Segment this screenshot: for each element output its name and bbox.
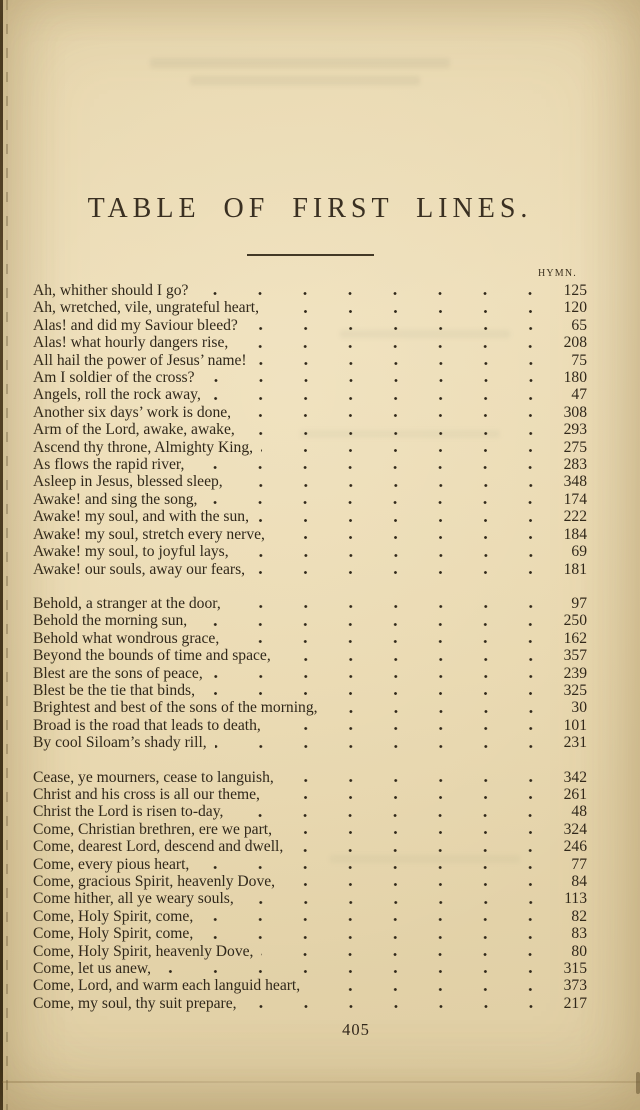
hymn-number: 75	[571, 351, 587, 369]
toc-entry	[33, 299, 587, 316]
binding-edge	[0, 0, 3, 1110]
first-line-text: Blest be the tie that binds,	[33, 681, 195, 699]
hymn-number: 65	[571, 316, 587, 334]
toc-entry	[33, 491, 587, 508]
toc-entry	[33, 786, 587, 803]
toc-entry	[33, 890, 587, 907]
dot-leader	[227, 630, 557, 647]
hymn-number: 246	[563, 838, 587, 856]
dot-leader	[269, 717, 557, 734]
first-line-text: Awake! my soul, and with the sun,	[33, 508, 249, 526]
dot-leader	[236, 334, 557, 351]
dot-leader	[291, 838, 557, 855]
scan-edge-mark	[636, 1072, 640, 1094]
hymn-number: 125	[563, 282, 587, 299]
toc-entry	[33, 352, 587, 369]
first-line-text: Christ the Lord is risen to-day,	[33, 803, 224, 821]
toc-entry	[33, 838, 587, 855]
first-line-text: Come, my soul, thy suit prepare,	[33, 994, 237, 1012]
dot-leader	[242, 890, 557, 907]
toc-entry	[33, 717, 587, 734]
hymn-number: 325	[563, 681, 587, 699]
hymn-number: 324	[563, 820, 587, 838]
first-line-text: Ah, whither should I go?	[33, 282, 189, 299]
dot-leader	[209, 386, 557, 403]
toc-entry	[33, 612, 587, 629]
first-line-text: Cease, ye mourners, cease to languish,	[33, 768, 274, 786]
dot-leader	[231, 803, 557, 820]
first-line-text: Come, Holy Spirit, come,	[33, 907, 194, 925]
first-line-text: Come, Holy Spirit, come,	[33, 925, 194, 943]
dot-leader	[159, 960, 557, 977]
dot-leader	[197, 856, 557, 873]
toc-entry	[33, 908, 587, 925]
first-line-text: Awake! my soul, stretch every nerve,	[33, 525, 265, 543]
first-line-text: Come hither, all ye weary souls,	[33, 890, 234, 908]
first-line-text: Another six days’ work is done,	[33, 403, 232, 421]
first-line-text: Arm of the Lord, awake, awake,	[33, 421, 235, 439]
dot-leader	[253, 561, 557, 578]
first-line-text: Awake! our souls, away our fears,	[33, 560, 246, 578]
dot-leader	[205, 491, 557, 508]
hymn-number: 101	[563, 716, 587, 734]
first-line-text: Asleep in Jesus, blessed sleep,	[33, 473, 223, 491]
first-line-text: By cool Siloam’s shady rill,	[33, 734, 207, 752]
toc-entry	[33, 682, 587, 699]
dot-leader	[229, 595, 557, 612]
hymn-number: 174	[563, 490, 587, 508]
hymn-column-header: HYMN.	[537, 268, 577, 279]
dot-leader	[255, 352, 557, 369]
first-line-text: Ascend thy throne, Almighty King,	[33, 438, 254, 456]
dot-leader	[326, 699, 557, 716]
toc-entry	[33, 595, 587, 612]
first-line-text: All hail the power of Jesus’ name!	[33, 351, 247, 369]
dot-leader	[245, 995, 557, 1012]
dot-leader	[203, 369, 557, 386]
toc-entry	[33, 821, 587, 838]
dot-leader	[231, 473, 557, 490]
gutter-crease	[6, 0, 8, 1110]
hymn-number: 357	[563, 647, 587, 665]
first-line-text: Brightest and best of the sons of the morning,	[33, 699, 318, 717]
first-line-text: Come, Holy Spirit, heavenly Dove,	[33, 942, 254, 960]
dot-leader	[273, 526, 557, 543]
toc-entry	[33, 317, 587, 334]
hymn-number: 315	[563, 960, 587, 978]
hymn-number: 239	[563, 664, 587, 682]
page-title: TABLE OF FIRST LINES.	[87, 193, 533, 224]
title-divider-rule	[247, 254, 374, 256]
first-line-text: Come, Lord, and warm each languid heart,	[33, 977, 301, 995]
toc-entry	[33, 543, 587, 560]
first-line-text: As flows the rapid river,	[33, 456, 185, 474]
hymn-number: 162	[563, 629, 587, 647]
hymn-number: 373	[563, 977, 587, 995]
toc-entry	[33, 473, 587, 490]
toc-entry	[33, 995, 587, 1012]
dot-leader	[201, 908, 557, 925]
first-line-text: Behold the morning sun,	[33, 612, 188, 630]
toc-entry	[33, 960, 587, 977]
toc-entry	[33, 508, 587, 525]
hymn-number: 308	[563, 403, 587, 421]
hymn-number: 222	[563, 508, 587, 526]
dot-leader	[283, 873, 557, 890]
first-line-text: Alas! what hourly dangers rise,	[33, 334, 229, 352]
dot-leader	[308, 977, 557, 994]
hymn-number: 120	[563, 299, 587, 317]
dot-leader	[201, 925, 557, 942]
dot-leader	[237, 543, 557, 560]
toc-entry	[33, 456, 587, 473]
hymn-number: 181	[563, 560, 587, 578]
hymn-number: 250	[563, 612, 587, 630]
toc-entry	[33, 334, 587, 351]
toc-entry	[33, 925, 587, 942]
dot-leader	[282, 769, 557, 786]
first-line-text: Ah, wretched, vile, ungrateful heart,	[33, 299, 260, 317]
first-line-text: Beyond the bounds of time and space,	[33, 647, 271, 665]
toc-entry	[33, 769, 587, 786]
toc-entry	[33, 873, 587, 890]
page-content	[33, 0, 587, 1012]
first-line-text: Come, dearest Lord, descend and dwell,	[33, 838, 284, 856]
toc-entry	[33, 526, 587, 543]
first-line-text: Come, gracious Spirit, heavenly Dove,	[33, 873, 276, 890]
first-line-text: Christ and his cross is all our theme,	[33, 785, 260, 803]
hymn-number: 293	[563, 421, 587, 439]
hymn-number: 342	[563, 768, 587, 786]
dot-leader	[267, 299, 557, 316]
hymn-number: 48	[571, 803, 587, 821]
hymn-number: 348	[563, 473, 587, 491]
dot-leader	[257, 508, 557, 525]
hymn-number: 80	[571, 942, 587, 960]
hymn-number: 97	[571, 594, 587, 612]
toc-entry	[33, 943, 587, 960]
dot-leader	[239, 404, 557, 421]
hymn-number: 30	[571, 699, 587, 717]
hymn-number: 275	[563, 438, 587, 456]
hymn-number: 47	[571, 386, 587, 404]
hymn-number: 184	[563, 525, 587, 543]
hymn-number: 83	[571, 925, 587, 943]
dot-leader	[192, 456, 557, 473]
hymn-number: 180	[563, 369, 587, 387]
toc-entry	[33, 665, 587, 682]
hymn-number: 231	[563, 734, 587, 752]
toc-entry	[33, 647, 587, 664]
dot-leader	[195, 612, 557, 629]
hymn-number: 217	[563, 994, 587, 1012]
first-line-text: Angels, roll the rock away,	[33, 386, 201, 404]
first-line-text: Come, Christian brethren, ere we part,	[33, 820, 273, 838]
dot-leader	[280, 821, 557, 838]
toc-entry	[33, 561, 587, 578]
dot-leader	[279, 647, 557, 664]
toc-entry	[33, 421, 587, 438]
toc-entry	[33, 282, 587, 299]
dot-leader	[211, 665, 557, 682]
hymn-number: 69	[571, 543, 587, 561]
first-line-text: Come, every pious heart,	[33, 855, 190, 873]
page-number: 405	[342, 1020, 370, 1039]
toc-entry	[33, 856, 587, 873]
first-line-text: Broad is the road that leads to death,	[33, 716, 261, 734]
hymn-number: 113	[564, 890, 587, 908]
hymn-number: 77	[571, 855, 587, 873]
toc-entry	[33, 386, 587, 403]
toc-entry	[33, 699, 587, 716]
toc-entry	[33, 439, 587, 456]
hymn-number: 208	[563, 334, 587, 352]
dot-leader	[196, 282, 557, 299]
first-line-text: Blest are the sons of peace,	[33, 664, 203, 682]
first-line-text: Come, let us anew,	[33, 960, 152, 978]
toc-entry	[33, 630, 587, 647]
first-line-text: Awake! my soul, to joyful lays,	[33, 543, 229, 561]
toc-entry	[33, 803, 587, 820]
first-line-text: Am I soldier of the cross?	[33, 369, 195, 387]
first-line-text: Behold what wondrous grace,	[33, 629, 220, 647]
dot-leader	[261, 943, 557, 960]
dot-leader	[261, 439, 557, 456]
first-lines-list	[33, 282, 587, 1012]
hymn-number: 283	[563, 456, 587, 474]
dot-leader	[203, 682, 557, 699]
toc-entry	[33, 734, 587, 751]
first-line-text: Behold, a stranger at the door,	[33, 594, 221, 612]
toc-entry	[33, 977, 587, 994]
dot-leader	[215, 734, 557, 751]
dot-leader	[246, 317, 557, 334]
hymn-number: 84	[571, 873, 587, 890]
dot-leader	[243, 421, 557, 438]
first-line-text: Awake! and sing the song,	[33, 490, 198, 508]
dot-leader	[268, 786, 557, 803]
hymn-number: 82	[571, 907, 587, 925]
toc-entry	[33, 404, 587, 421]
first-line-text: Alas! and did my Saviour bleed?	[33, 316, 238, 334]
hymn-number: 261	[563, 785, 587, 803]
page-bottom-edge	[2, 1081, 640, 1083]
toc-entry	[33, 369, 587, 386]
